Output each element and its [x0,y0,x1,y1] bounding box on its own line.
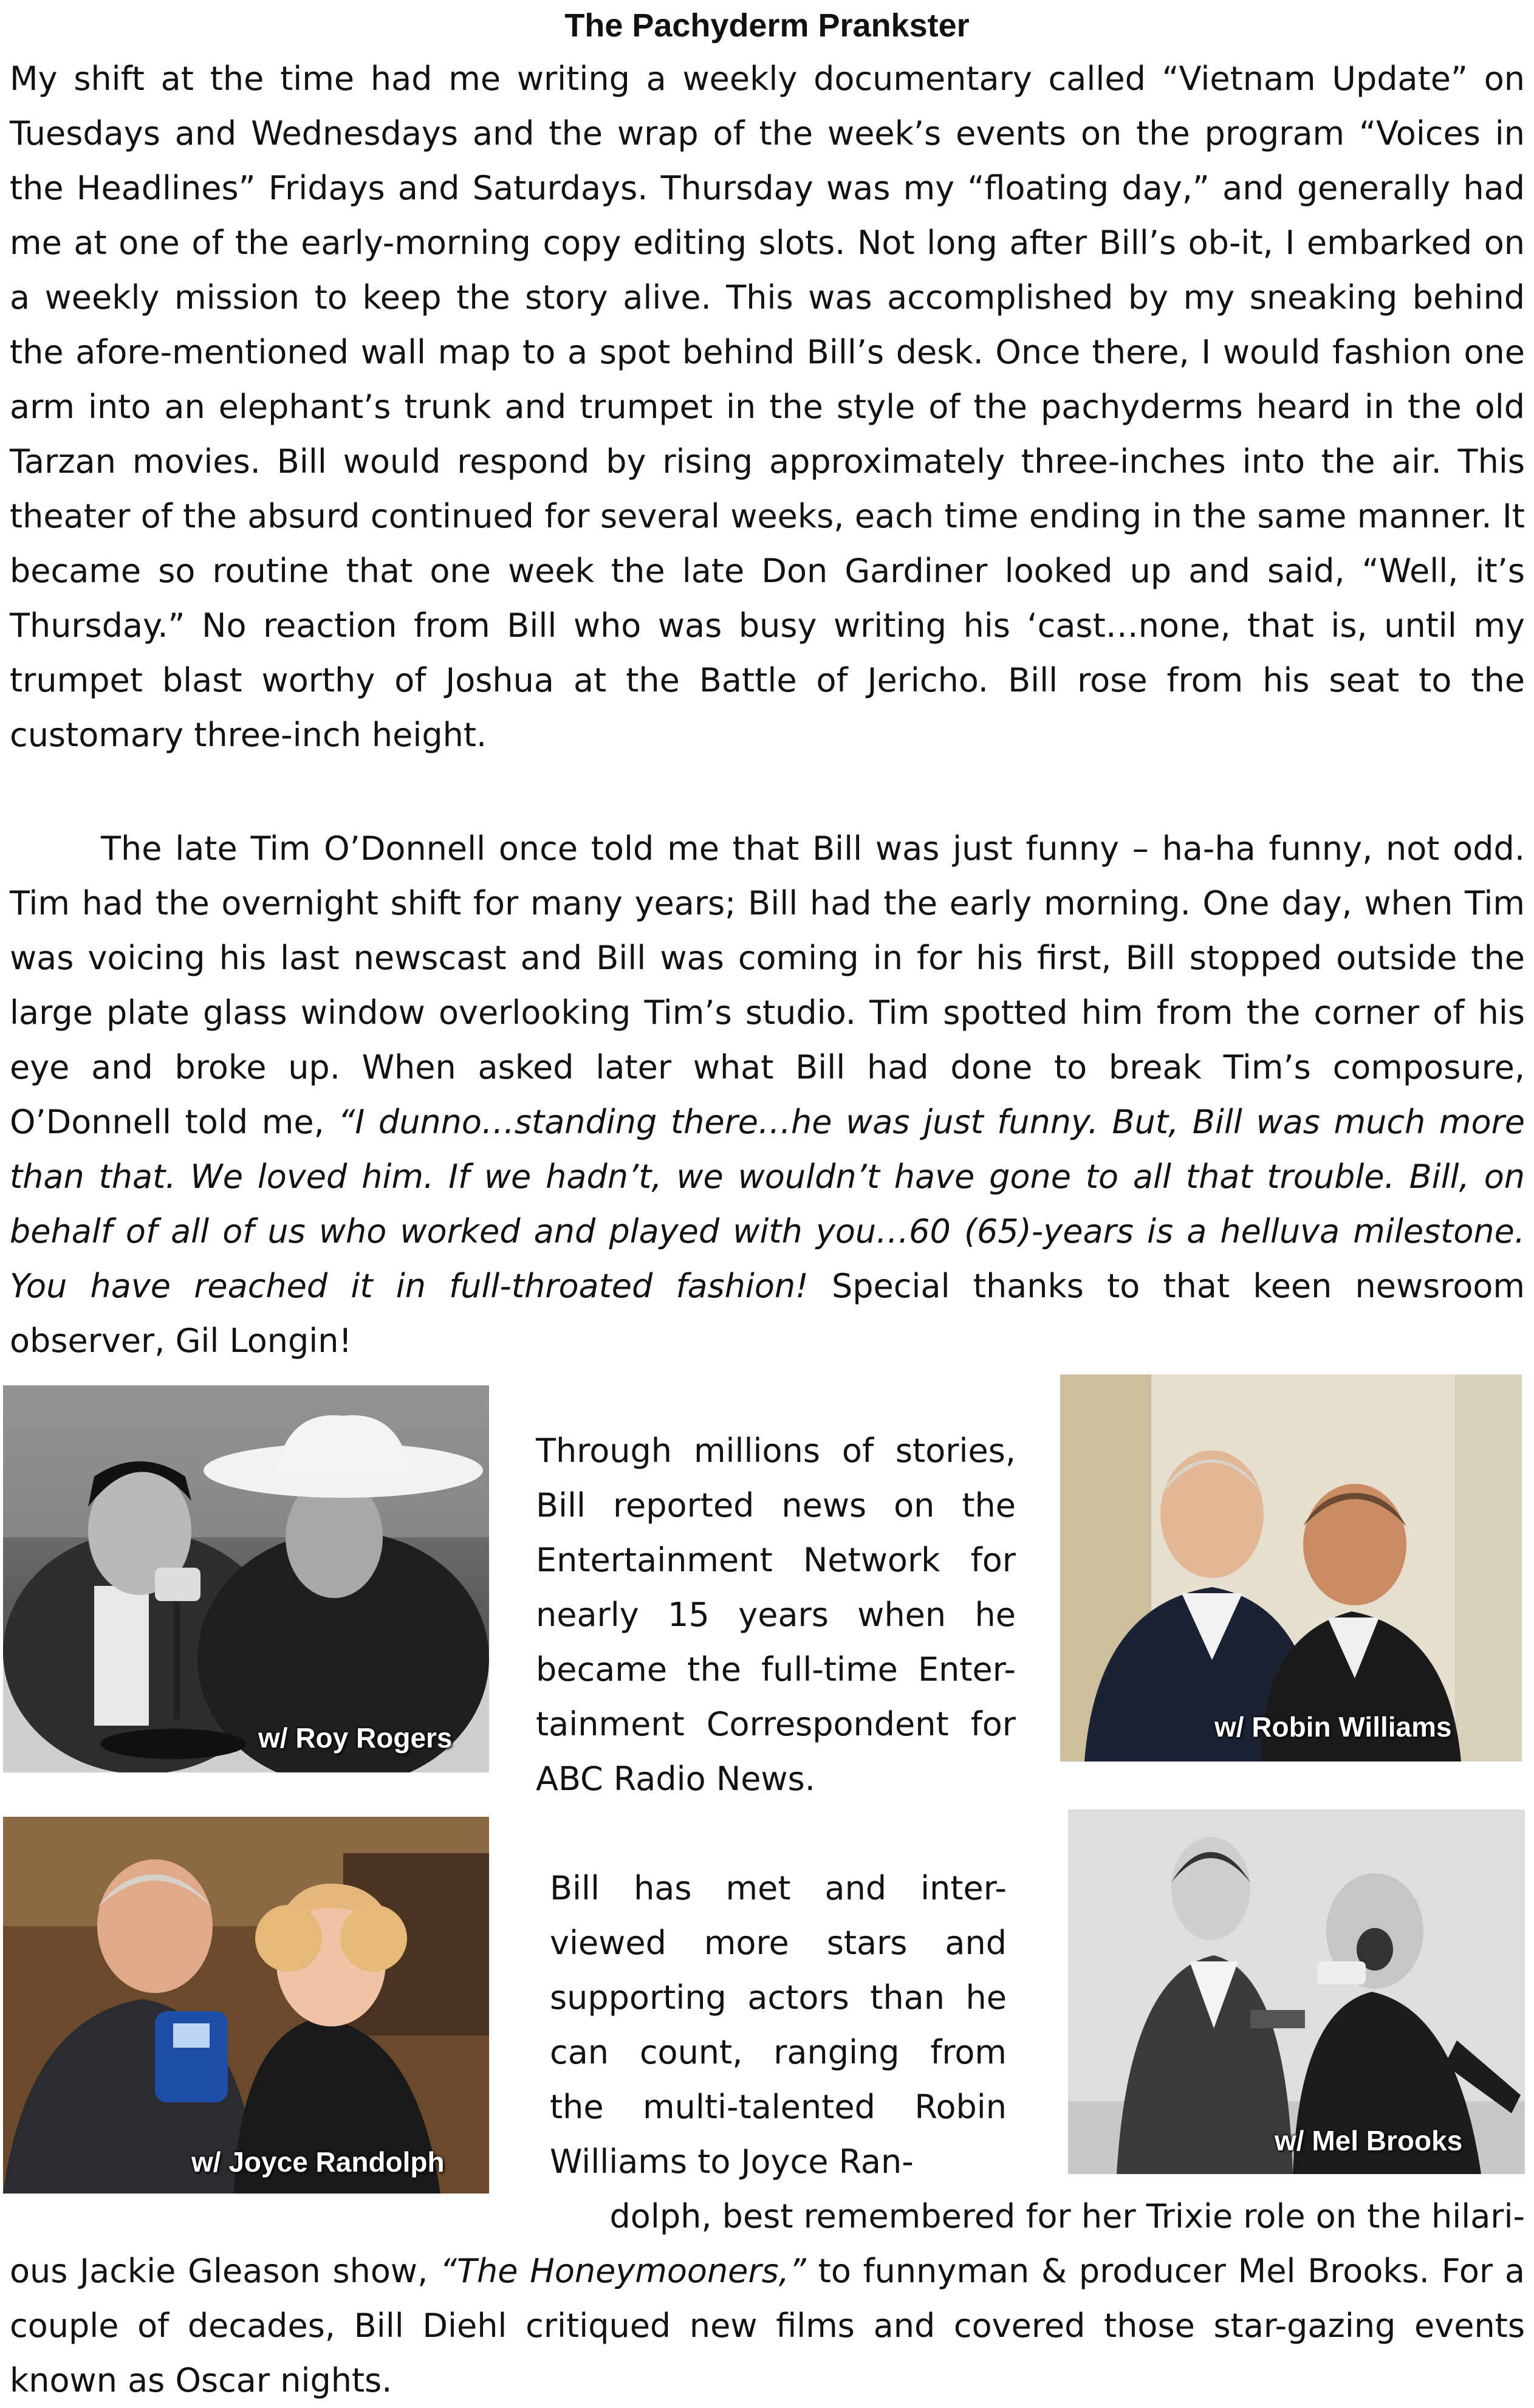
show-title: “The Honeymooners,” [440,2252,806,2290]
photo-robin-williams-image [1060,1374,1522,1761]
photo-caption: w/ Joyce Randolph [191,2146,445,2178]
photo-caption: w/ Robin Williams [1214,1711,1452,1743]
paragraph-text: The late Tim O’Donnell once told me that Bill was just funny – ha-ha funny, not odd. Tim had the overnight shift for many years; Bill had the early morning. One day, when Tim was voicing his last newscast and Bill was coming in for his first, Bill stopped outside the large plate glass window overlooking Tim’s studio. Tim spotted him from the corner of his eye and broke up. When asked later what Bill had done to break Tim’s composure, O’Donnell told me, [10,829,1525,1141]
page-title: The Pachyderm Prankster [564,7,970,44]
photo-roy-rogers-image [3,1385,489,1772]
photo-caption: w/ Roy Rogers [258,1722,453,1754]
photo-mel-brooks [1068,1809,1525,2174]
photo-roy-rogers [3,1385,489,1772]
sidebar-stars-interviewed: Bill has met and inter-viewed more stars and supporting actors than he can count, ranging from the multi-talented Robin Williams to Joyce Ran- [550,1869,1007,2181]
photo-caption: w/ Mel Brooks [1275,2125,1463,2156]
photo-mel-brooks-image [1068,1809,1525,2174]
closing-text-end: to funnyman & producer Mel Brooks. For a couple of decades, Bill Diehl critiqued new films and covered those star-gazing events known as Oscar nights. [10,2252,1525,2399]
photo-robin-williams [1060,1374,1522,1761]
paragraph-pachyderm-prank: My shift at the time had me writing a weekly documentary called “Vietnam Update” on Tuesdays and Wednesdays and the wrap of the week’s events on the program “Voices in the Headlines” Fridays and Saturdays. Thursday was my “floating day,” and generally had me at one of the early-morning copy editing slots. Not long after Bill’s ob-it, I embarked on a weekly mission to keep the story alive. This was accomplished by my sneaking behind the afore-mentioned wall map to a spot behind Bill’s desk. Once there, I would fashion one arm into an elephant’s trunk and trumpet in the style of the pachyderms heard in the old Tarzan movies. Bill would respond by rising approximately three-inches into the air. This theater of the absurd continued for several weeks, each time ending in the same manner. It became so routine that one week the late Don Gardiner looked up and said, “Well, it’s Thursday.” No reaction from Bill who was busy writing his ‘cast…none, that is, until my trumpet blast worthy of Joshua at the Battle of Jericho. Bill rose from his seat to the customary three-inch height. [10,60,1525,754]
thanks-text: Special thanks to that keen newsroom observer, Gil Longin! [10,1267,1525,1360]
quote-text: “I dunno…standing there…he was just funny. But, Bill was much more than that. We loved him. If we hadn’t, we wouldn’t have gone to all that trouble. Bill, on behalf of all of us who worked and played with you…60 (65)-years is a helluva milestone. You have reached it in full-throated fashion! [10,1103,1525,1305]
paragraph-closing [10,2189,1525,2408]
photo-joyce-randolph [3,1817,489,2194]
closing-text: ous Jackie Gleason show, [10,2252,440,2290]
photo-joyce-randolph-image [3,1817,489,2194]
sidebar-entertainment-network: Through millions of stories, Bill reported news on the Entertainment Network for nearly 15 years when he became the full-time Enter-tainment Correspondent for ABC Radio News. [536,1432,1016,1798]
closing-lead-line: dolph, best remembered for her Trixie role on the hilari- [609,2197,1525,2235]
paragraph-tim-odonnell [10,822,1525,1368]
